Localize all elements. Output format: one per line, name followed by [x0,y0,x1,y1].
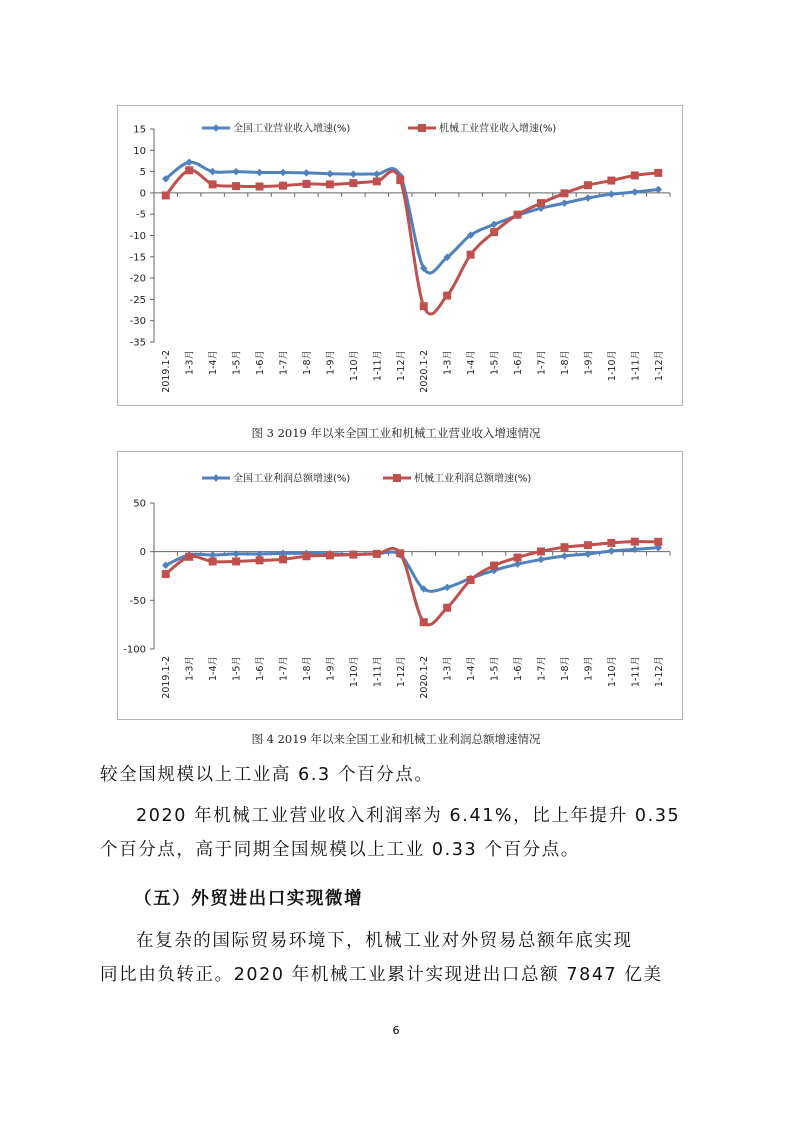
x-tick-label: 1-8月 [559,350,571,376]
paragraph-foreign-trade [100,924,700,992]
x-tick-label: 1-7月 [536,656,548,682]
x-tick-label: 2020.1-2 [419,656,431,699]
data-point-square [279,555,287,563]
data-point-diamond [303,169,311,177]
data-point-square [396,176,404,184]
x-tick-label: 1-5月 [489,350,501,376]
x-tick-label: 1-12月 [395,350,407,382]
page-number: 6 [392,1024,400,1037]
legend-label: 机械工业利润总额增速(%) [414,473,532,485]
x-tick-label: 2019.1-2 [161,350,173,393]
data-point-square [443,292,451,300]
data-point-square [560,189,568,197]
legend-label: 全国工业利润总额增速(%) [233,473,351,485]
data-point-square [443,604,451,612]
y-tick-label: 10 [133,145,146,157]
data-point-diamond [232,168,240,176]
data-point-square [256,556,264,564]
x-tick-label: 1-3月 [184,656,196,682]
x-tick-label: 1-10月 [348,656,360,688]
x-tick-label: 1-10月 [348,350,360,382]
x-tick-label: 1-5月 [231,350,243,376]
data-point-square [467,251,475,259]
y-tick-label: 50 [133,498,146,510]
legend-marker-square [393,474,401,482]
y-tick-label: -50 [129,595,146,607]
data-point-square [514,554,522,562]
data-point-diamond [561,552,569,560]
paragraph-profit-margin [100,799,700,867]
y-tick-label: 5 [139,167,146,179]
x-tick-label: 1-9月 [583,350,595,376]
data-point-square [654,169,662,177]
x-tick-label: 1-6月 [255,350,267,376]
x-tick-label: 1-4月 [466,350,478,376]
data-point-diamond [608,190,616,198]
legend-label: 机械工业营业收入增速(%) [439,123,557,135]
data-point-square [162,191,170,199]
x-tick-label: 1-3月 [442,350,454,376]
data-point-diamond [256,169,264,177]
x-tick-label: 2019.1-2 [161,656,173,699]
series-line [166,162,659,273]
series-line [166,170,659,314]
x-tick-label: 1-9月 [325,350,337,376]
x-tick-label: 1-8月 [559,656,571,682]
data-point-square [232,557,240,565]
data-point-square [209,180,217,188]
x-tick-label: 1-11月 [372,350,384,382]
y-tick-label: 0 [139,188,146,200]
data-point-square [185,166,193,174]
paragraph-line: 2020 年机械工业营业收入利润率为 6.41%，比上年提升 0.35 [136,806,681,826]
data-point-square [373,177,381,185]
x-tick-label: 1-6月 [255,656,267,682]
y-tick-label: -100 [123,644,146,656]
y-tick-label: 15 [133,124,146,136]
data-point-square [302,552,310,560]
data-point-square [420,618,428,626]
data-point-square [162,570,170,578]
x-tick-label: 1-4月 [208,350,220,376]
data-point-diamond [209,168,217,176]
x-tick-label: 1-7月 [278,656,290,682]
data-point-square [607,177,615,185]
revenue-growth-chart [117,105,683,406]
paragraph-line: 个百分点，高于同期全国规模以上工业 0.33 个百分点。 [100,840,580,860]
x-tick-label: 1-9月 [325,656,337,682]
x-tick-label: 1-8月 [301,350,313,376]
data-point-diamond [655,186,663,194]
data-point-diamond [326,170,334,178]
data-point-square [302,180,310,188]
y-tick-label: -30 [129,316,146,328]
data-point-square [537,547,545,555]
data-point-square [185,553,193,561]
data-point-diamond [608,547,616,555]
data-point-square [584,181,592,189]
data-point-diamond [537,556,545,564]
x-tick-label: 1-10月 [606,350,618,382]
data-point-diamond [373,170,381,178]
data-point-square [349,551,357,559]
x-tick-label: 1-4月 [466,656,478,682]
data-point-square [490,562,498,570]
data-point-square [326,551,334,559]
x-tick-label: 1-8月 [301,656,313,682]
data-point-square [631,171,639,179]
legend-label: 全国工业营业收入增速(%) [233,123,351,135]
y-tick-label: 0 [139,547,146,559]
data-point-square [326,180,334,188]
data-point-square [490,228,498,236]
x-tick-label: 1-9月 [583,656,595,682]
x-tick-label: 1-11月 [630,656,642,688]
x-tick-label: 1-12月 [395,656,407,688]
data-point-square [256,183,264,191]
data-point-square [607,539,615,547]
x-tick-label: 1-10月 [606,656,618,688]
data-point-diamond [631,188,639,196]
legend-marker-square [418,124,426,132]
x-tick-label: 1-11月 [630,350,642,382]
data-point-square [209,557,217,565]
data-point-square [373,550,381,558]
x-tick-label: 2020.1-2 [419,350,431,393]
y-tick-label: -10 [129,231,146,242]
data-point-square [537,199,545,207]
data-point-diamond [185,158,193,166]
figure-3-caption: 图 3 2019 年以来全国工业和机械工业营业收入增速情况 [251,426,541,440]
y-tick-label: -20 [129,273,146,285]
data-point-diamond [443,584,451,592]
data-point-diamond [584,194,592,202]
profit-growth-chart [117,451,683,720]
data-point-diamond [279,169,287,177]
profit-growth-chart-svg [118,452,682,719]
data-point-square [396,549,404,557]
legend-marker-diamond [212,124,220,132]
revenue-growth-chart-svg [118,106,682,405]
y-tick-label: -15 [129,252,146,264]
x-tick-label: 1-12月 [653,656,665,688]
data-point-square [420,302,428,310]
x-tick-label: 1-7月 [536,350,548,376]
data-point-square [584,541,592,549]
x-tick-label: 1-11月 [372,656,384,688]
paragraph-continuation: 较全国规模以上工业高 6.3 个百分点。 [100,765,434,785]
data-point-square [349,179,357,187]
data-point-square [467,576,475,584]
data-point-square [654,538,662,546]
data-point-square [514,211,522,219]
data-point-diamond [561,199,569,207]
x-tick-label: 1-12月 [653,350,665,382]
data-point-diamond [350,170,358,178]
x-tick-label: 1-3月 [184,350,196,376]
x-tick-label: 1-6月 [513,350,525,376]
data-point-square [279,182,287,190]
data-point-square [232,182,240,190]
x-tick-label: 1-5月 [231,656,243,682]
y-tick-label: -25 [129,294,146,306]
data-point-square [631,538,639,546]
x-tick-label: 1-3月 [442,656,454,682]
x-tick-label: 1-7月 [278,350,290,376]
x-tick-label: 1-5月 [489,656,501,682]
y-tick-label: -35 [129,337,146,349]
paragraph-line: 在复杂的国际贸易环境下，机械工业对外贸易总额年底实现 [136,931,633,951]
x-tick-label: 1-4月 [208,656,220,682]
y-tick-label: -5 [136,209,146,221]
figure-4-caption: 图 4 2019 年以来全国工业和机械工业利润总额增速情况 [251,732,541,746]
paragraph-line: 同比由负转正。2020 年机械工业累计实现进出口总额 7847 亿美 [100,965,663,985]
x-tick-label: 1-6月 [513,656,525,682]
legend-marker-diamond [212,474,220,482]
section-heading: （五）外贸进出口实现微增 [134,889,364,909]
data-point-square [560,543,568,551]
